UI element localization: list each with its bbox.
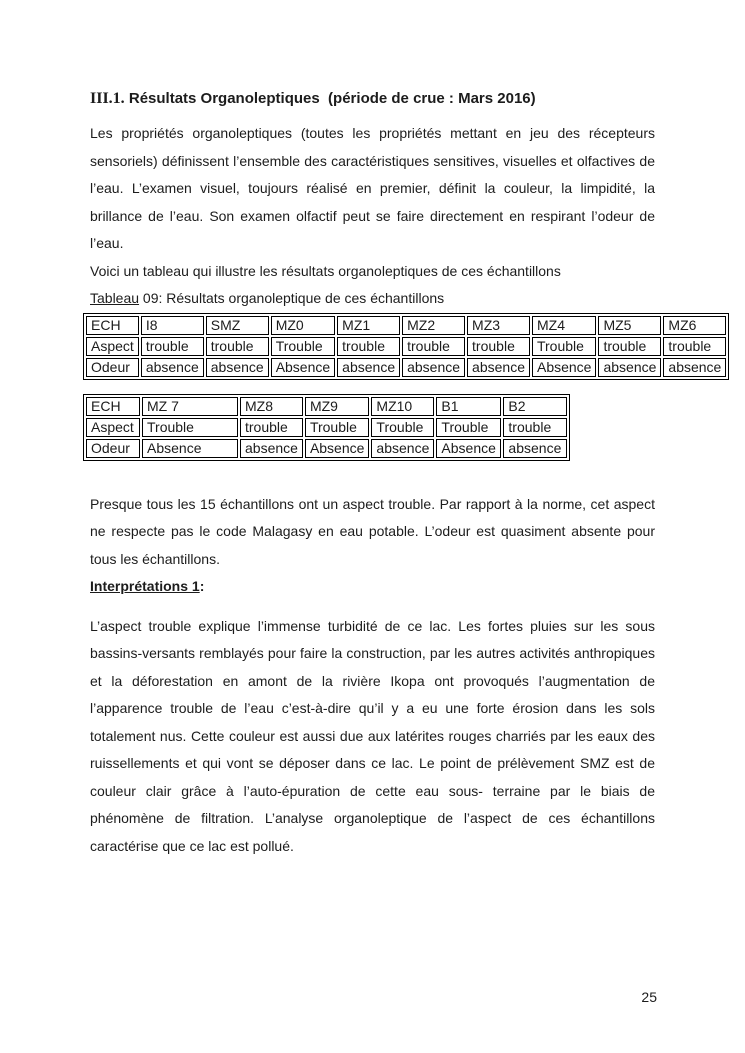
table-cell: trouble bbox=[141, 337, 204, 356]
table-caption-text: 09: Résultats organoleptique de ces échantillons bbox=[139, 290, 445, 306]
column-header-cell: B2 bbox=[503, 397, 567, 416]
column-header-cell: MZ4 bbox=[532, 316, 596, 335]
row-header-cell: ECH bbox=[86, 316, 139, 335]
table-row bbox=[86, 397, 567, 416]
column-header-cell: MZ2 bbox=[402, 316, 465, 335]
row-header-cell: Aspect bbox=[86, 337, 139, 356]
table-row bbox=[86, 439, 567, 458]
table-cell: absence bbox=[206, 358, 269, 377]
column-header-cell: I8 bbox=[141, 316, 204, 335]
table-cell: Absence bbox=[436, 439, 501, 458]
section-title: Résultats Organoleptiques (période de crue : Mars 2016) bbox=[124, 90, 536, 107]
column-header-cell: SMZ bbox=[206, 316, 269, 335]
table-cell: Trouble bbox=[271, 337, 335, 356]
section-number: III.1. bbox=[90, 90, 125, 107]
section-heading bbox=[90, 88, 655, 109]
intro-paragraph: Les propriétés organoleptiques (toutes les propriétés mettant en jeu des récepteurs sensoriels) définissent l’ensemble des caractéristiques sensitives, visuelles et olfactives de l’eau. L’examen visuel, toujours réalisé en premier, définit la couleur, la limpidité, la brillance de l’eau. Son examen olfactif peut se faire directement en respirant l’odeur de l’eau. bbox=[90, 125, 655, 251]
column-header-cell: MZ5 bbox=[598, 316, 661, 335]
table-cell: Absence bbox=[305, 439, 369, 458]
table-cell: absence bbox=[402, 358, 465, 377]
row-header-cell: Odeur bbox=[86, 358, 139, 377]
table-cell: absence bbox=[141, 358, 204, 377]
table-cell: trouble bbox=[598, 337, 661, 356]
row-header-cell: Aspect bbox=[86, 418, 140, 437]
table-caption bbox=[90, 285, 655, 313]
table-cell: absence bbox=[598, 358, 661, 377]
column-header-cell: MZ3 bbox=[467, 316, 530, 335]
interpretation-heading bbox=[90, 573, 655, 601]
table-cell: Absence bbox=[271, 358, 335, 377]
column-header-cell: MZ8 bbox=[240, 397, 303, 416]
column-header-cell: MZ6 bbox=[663, 316, 726, 335]
table-cell: Trouble bbox=[305, 418, 369, 437]
table-cell: absence bbox=[663, 358, 726, 377]
row-header-cell: Odeur bbox=[86, 439, 140, 458]
interpretation-paragraph: L’aspect trouble explique l’immense turbidité de ce lac. Les fortes pluies sur les sous bassins-versants remblayés pour faire la construction, par les autres activités anthropiques et la déforestation en amont de la rivière Ikopa ont provoqués l’augmentation de l’apparence trouble de l’eau c’est-à-dire qu’il y a eu une forte érosion dans les sols totalement nus. Cette couleur est aussi due aux latérites rouges charriés par les eaux des ruissellements et qui vont se déposer dans ce lac. Le point de prélèvement SMZ est de couleur clair grâce à l’auto-épuration de cette eau sous- terraine par le biais de phénomène de filtration. L’analyse organoleptique de l’aspect de ces échantillons caractérise que ce lac est pollué. bbox=[90, 617, 655, 854]
table-cell: trouble bbox=[402, 337, 465, 356]
table-cell: Trouble bbox=[532, 337, 596, 356]
table-cell: trouble bbox=[663, 337, 726, 356]
column-header-cell: B1 bbox=[436, 397, 501, 416]
table-cell: Trouble bbox=[142, 418, 238, 437]
row-header-cell: ECH bbox=[86, 397, 140, 416]
interpretation-heading-label: Interprétations 1 bbox=[90, 578, 200, 594]
column-header-cell: MZ 7 bbox=[142, 397, 238, 416]
table-cell: absence bbox=[503, 439, 567, 458]
page-number: 25 bbox=[641, 989, 657, 1005]
organoleptic-table-1 bbox=[83, 313, 729, 380]
table-caption-label: Tableau bbox=[90, 290, 140, 306]
table-cell: trouble bbox=[240, 418, 303, 437]
table-cell: trouble bbox=[503, 418, 567, 437]
table-row bbox=[86, 337, 726, 356]
table-cell: Absence bbox=[142, 439, 238, 458]
interpretation-heading-colon: : bbox=[199, 578, 205, 594]
organoleptic-table-2 bbox=[83, 394, 570, 461]
table-cell: Absence bbox=[532, 358, 596, 377]
table-row bbox=[86, 418, 567, 437]
table-cell: trouble bbox=[337, 337, 400, 356]
table-row bbox=[86, 358, 726, 377]
table-cell: trouble bbox=[467, 337, 530, 356]
table-cell: absence bbox=[467, 358, 530, 377]
summary-paragraph: Presque tous les 15 échantillons ont un aspect trouble. Par rapport à la norme, cet aspect ne respecte pas le code Malagasy en eau potable. L’odeur est quasiment absente pour tous les échantillons. bbox=[90, 495, 655, 567]
column-header-cell: MZ10 bbox=[371, 397, 434, 416]
table-cell: Trouble bbox=[436, 418, 501, 437]
table-cell: absence bbox=[337, 358, 400, 377]
table-intro-line: Voici un tableau qui illustre les résultats organoleptiques de ces échantillons bbox=[90, 262, 561, 279]
table-cell: Trouble bbox=[371, 418, 434, 437]
table-cell: absence bbox=[240, 439, 303, 458]
table-cell: absence bbox=[371, 439, 434, 458]
table-cell: trouble bbox=[206, 337, 269, 356]
table-row bbox=[86, 316, 726, 335]
column-header-cell: MZ1 bbox=[337, 316, 400, 335]
column-header-cell: MZ0 bbox=[271, 316, 335, 335]
column-header-cell: MZ9 bbox=[305, 397, 369, 416]
